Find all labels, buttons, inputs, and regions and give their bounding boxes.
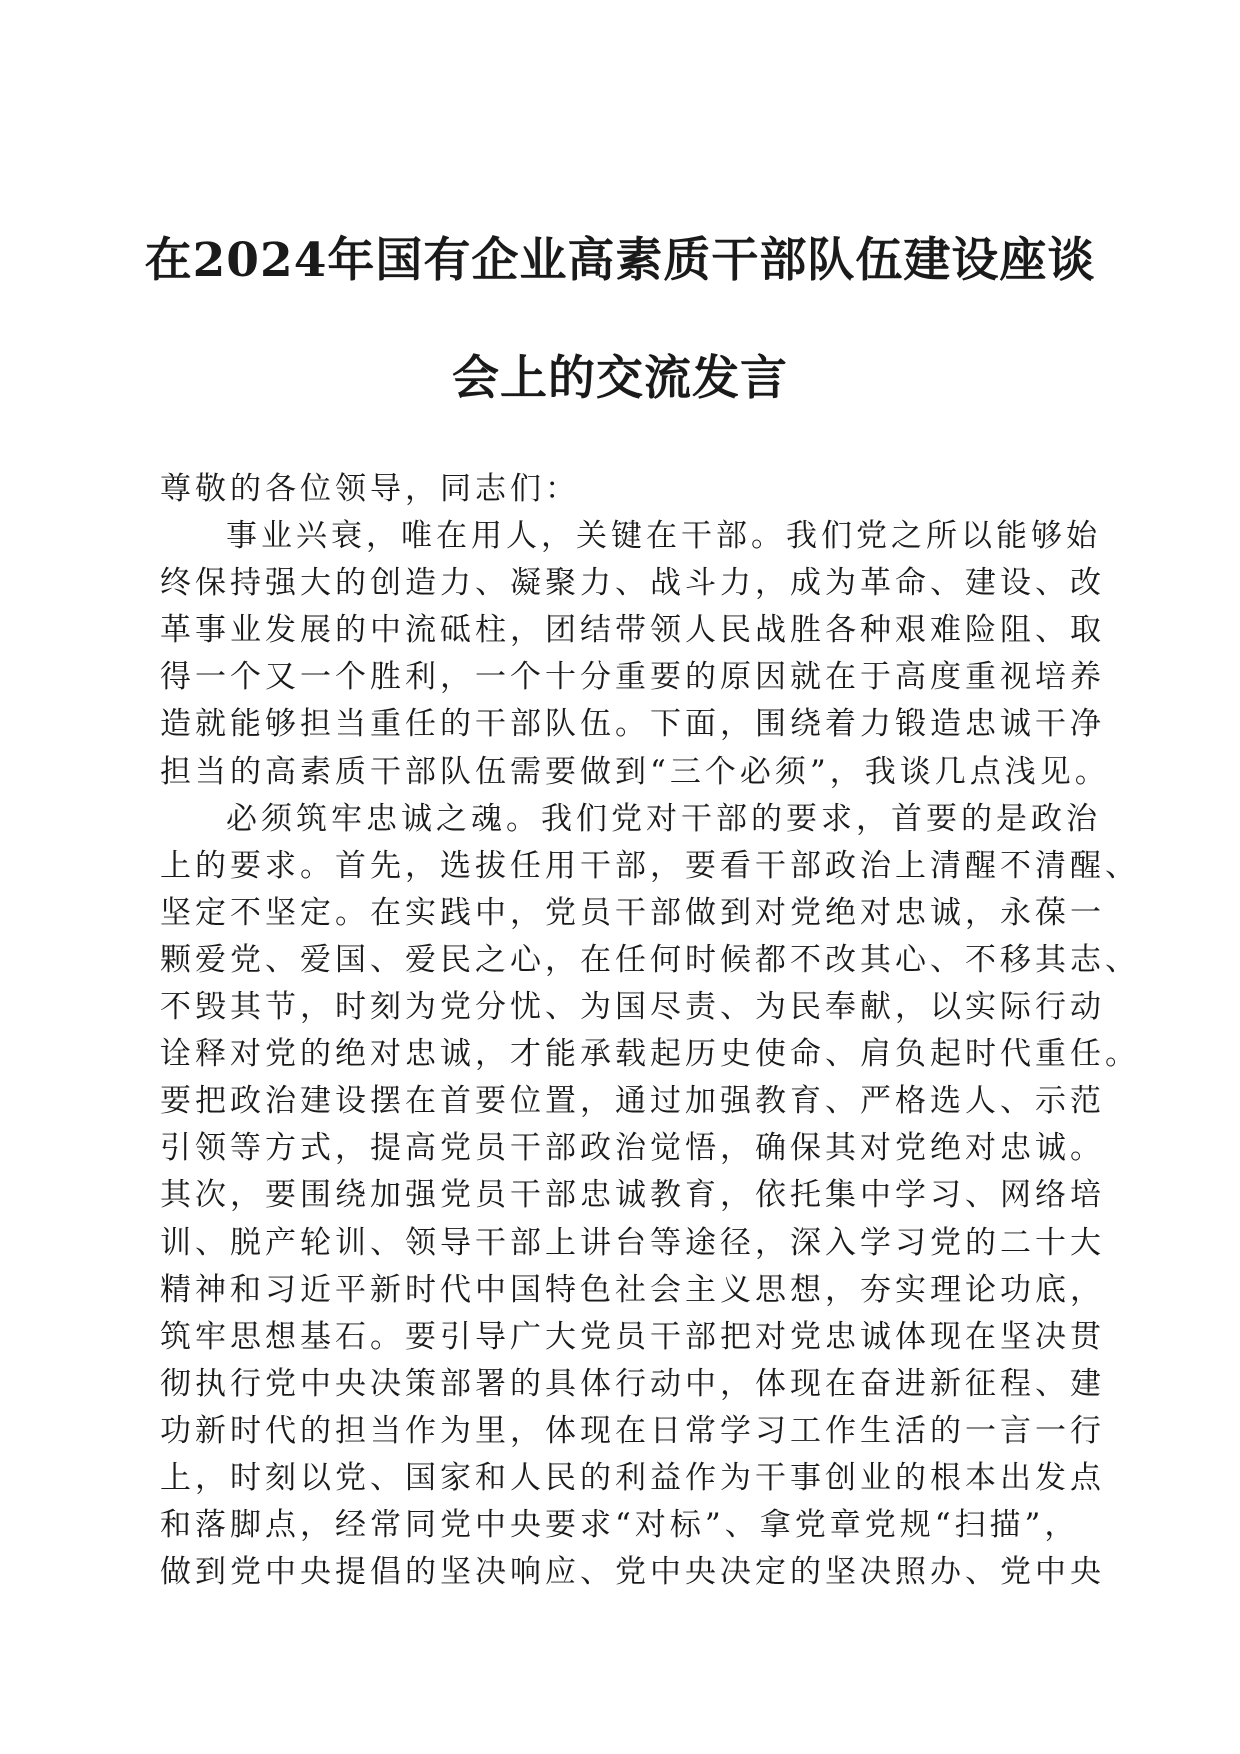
paragraph-2-line: 功新时代的担当作为里，体现在日常学习工作生活的一言一行 [160,1412,1105,1449]
paragraph-2-line: 精神和习近平新时代中国特色社会主义思想，夯实理论功底， [160,1271,1105,1308]
paragraph-1-line: 担当的高素质干部队伍需要做到“三个必须”，我谈几点浅见。 [160,753,1110,790]
paragraph-2-line: 其次，要围绕加强党员干部忠诚教育，依托集中学习、网络培 [160,1177,1105,1214]
paragraph-1-line: 造就能够担当重任的干部队伍。下面，围绕着力锻造忠诚干净 [160,706,1105,743]
paragraph-2-line: 和落脚点，经常同党中央要求“对标”、拿党章党规“扫描”， [160,1507,1080,1544]
paragraph-2-line: 上的要求。首先，选拔任用干部，要看干部政治上清醒不清醒、 [160,847,1140,884]
paragraph-2-line: 训、脱产轮训、领导干部上讲台等途径，深入学习党的二十大 [160,1224,1105,1261]
paragraph-1-line: 得一个又一个胜利，一个十分重要的原因就在于高度重视培养 [160,659,1105,696]
salutation: 尊敬的各位领导，同志们： [160,471,580,507]
paragraph-1-line: 事业兴衰，唯在用人，关键在干部。我们党之所以能够始 [226,518,1101,555]
paragraph-2-line: 颗爱党、爱国、爱民之心，在任何时候都不改其心、不移其志、 [160,941,1140,978]
paragraph-1-line: 终保持强大的创造力、凝聚力、战斗力，成为革命、建设、改 [160,565,1105,602]
document-body [160,466,1140,1596]
paragraph-2-line: 筑牢思想基石。要引导广大党员干部把对党忠诚体现在坚决贯 [160,1318,1105,1355]
paragraph-2-line: 不毁其节，时刻为党分忧、为国尽责、为民奉献，以实际行动 [160,989,1105,1026]
paragraph-2-line: 诠释对党的绝对忠诚，才能承载起历史使命、肩负起时代重任。 [160,1036,1140,1073]
document-title-line-1: 在2024年国有企业高素质干部队伍建设座谈 [144,233,1096,288]
paragraph-2-line: 彻执行党中央决策部署的具体行动中，体现在奋进新征程、建 [160,1365,1105,1402]
paragraph-2-line: 要把政治建设摆在首要位置，通过加强教育、严格选人、示范 [160,1083,1105,1120]
paragraph-1-line: 革事业发展的中流砥柱，团结带领人民战胜各种艰难险阻、取 [160,612,1105,649]
paragraph-2-line: 引领等方式，提高党员干部政治觉悟，确保其对党绝对忠诚。 [160,1130,1105,1167]
paragraph-2-line: 做到党中央提倡的坚决响应、党中央决定的坚决照办、党中央 [160,1554,1105,1591]
paragraph-2-line: 上，时刻以党、国家和人民的利益作为干事创业的根本出发点 [160,1459,1105,1496]
paragraph-2-line: 必须筑牢忠诚之魂。我们党对干部的要求，首要的是政治 [226,800,1101,837]
paragraph-2-line: 坚定不坚定。在实践中，党员干部做到对党绝对忠诚，永葆一 [160,894,1105,931]
document-title-line-2: 会上的交流发言 [452,351,788,406]
